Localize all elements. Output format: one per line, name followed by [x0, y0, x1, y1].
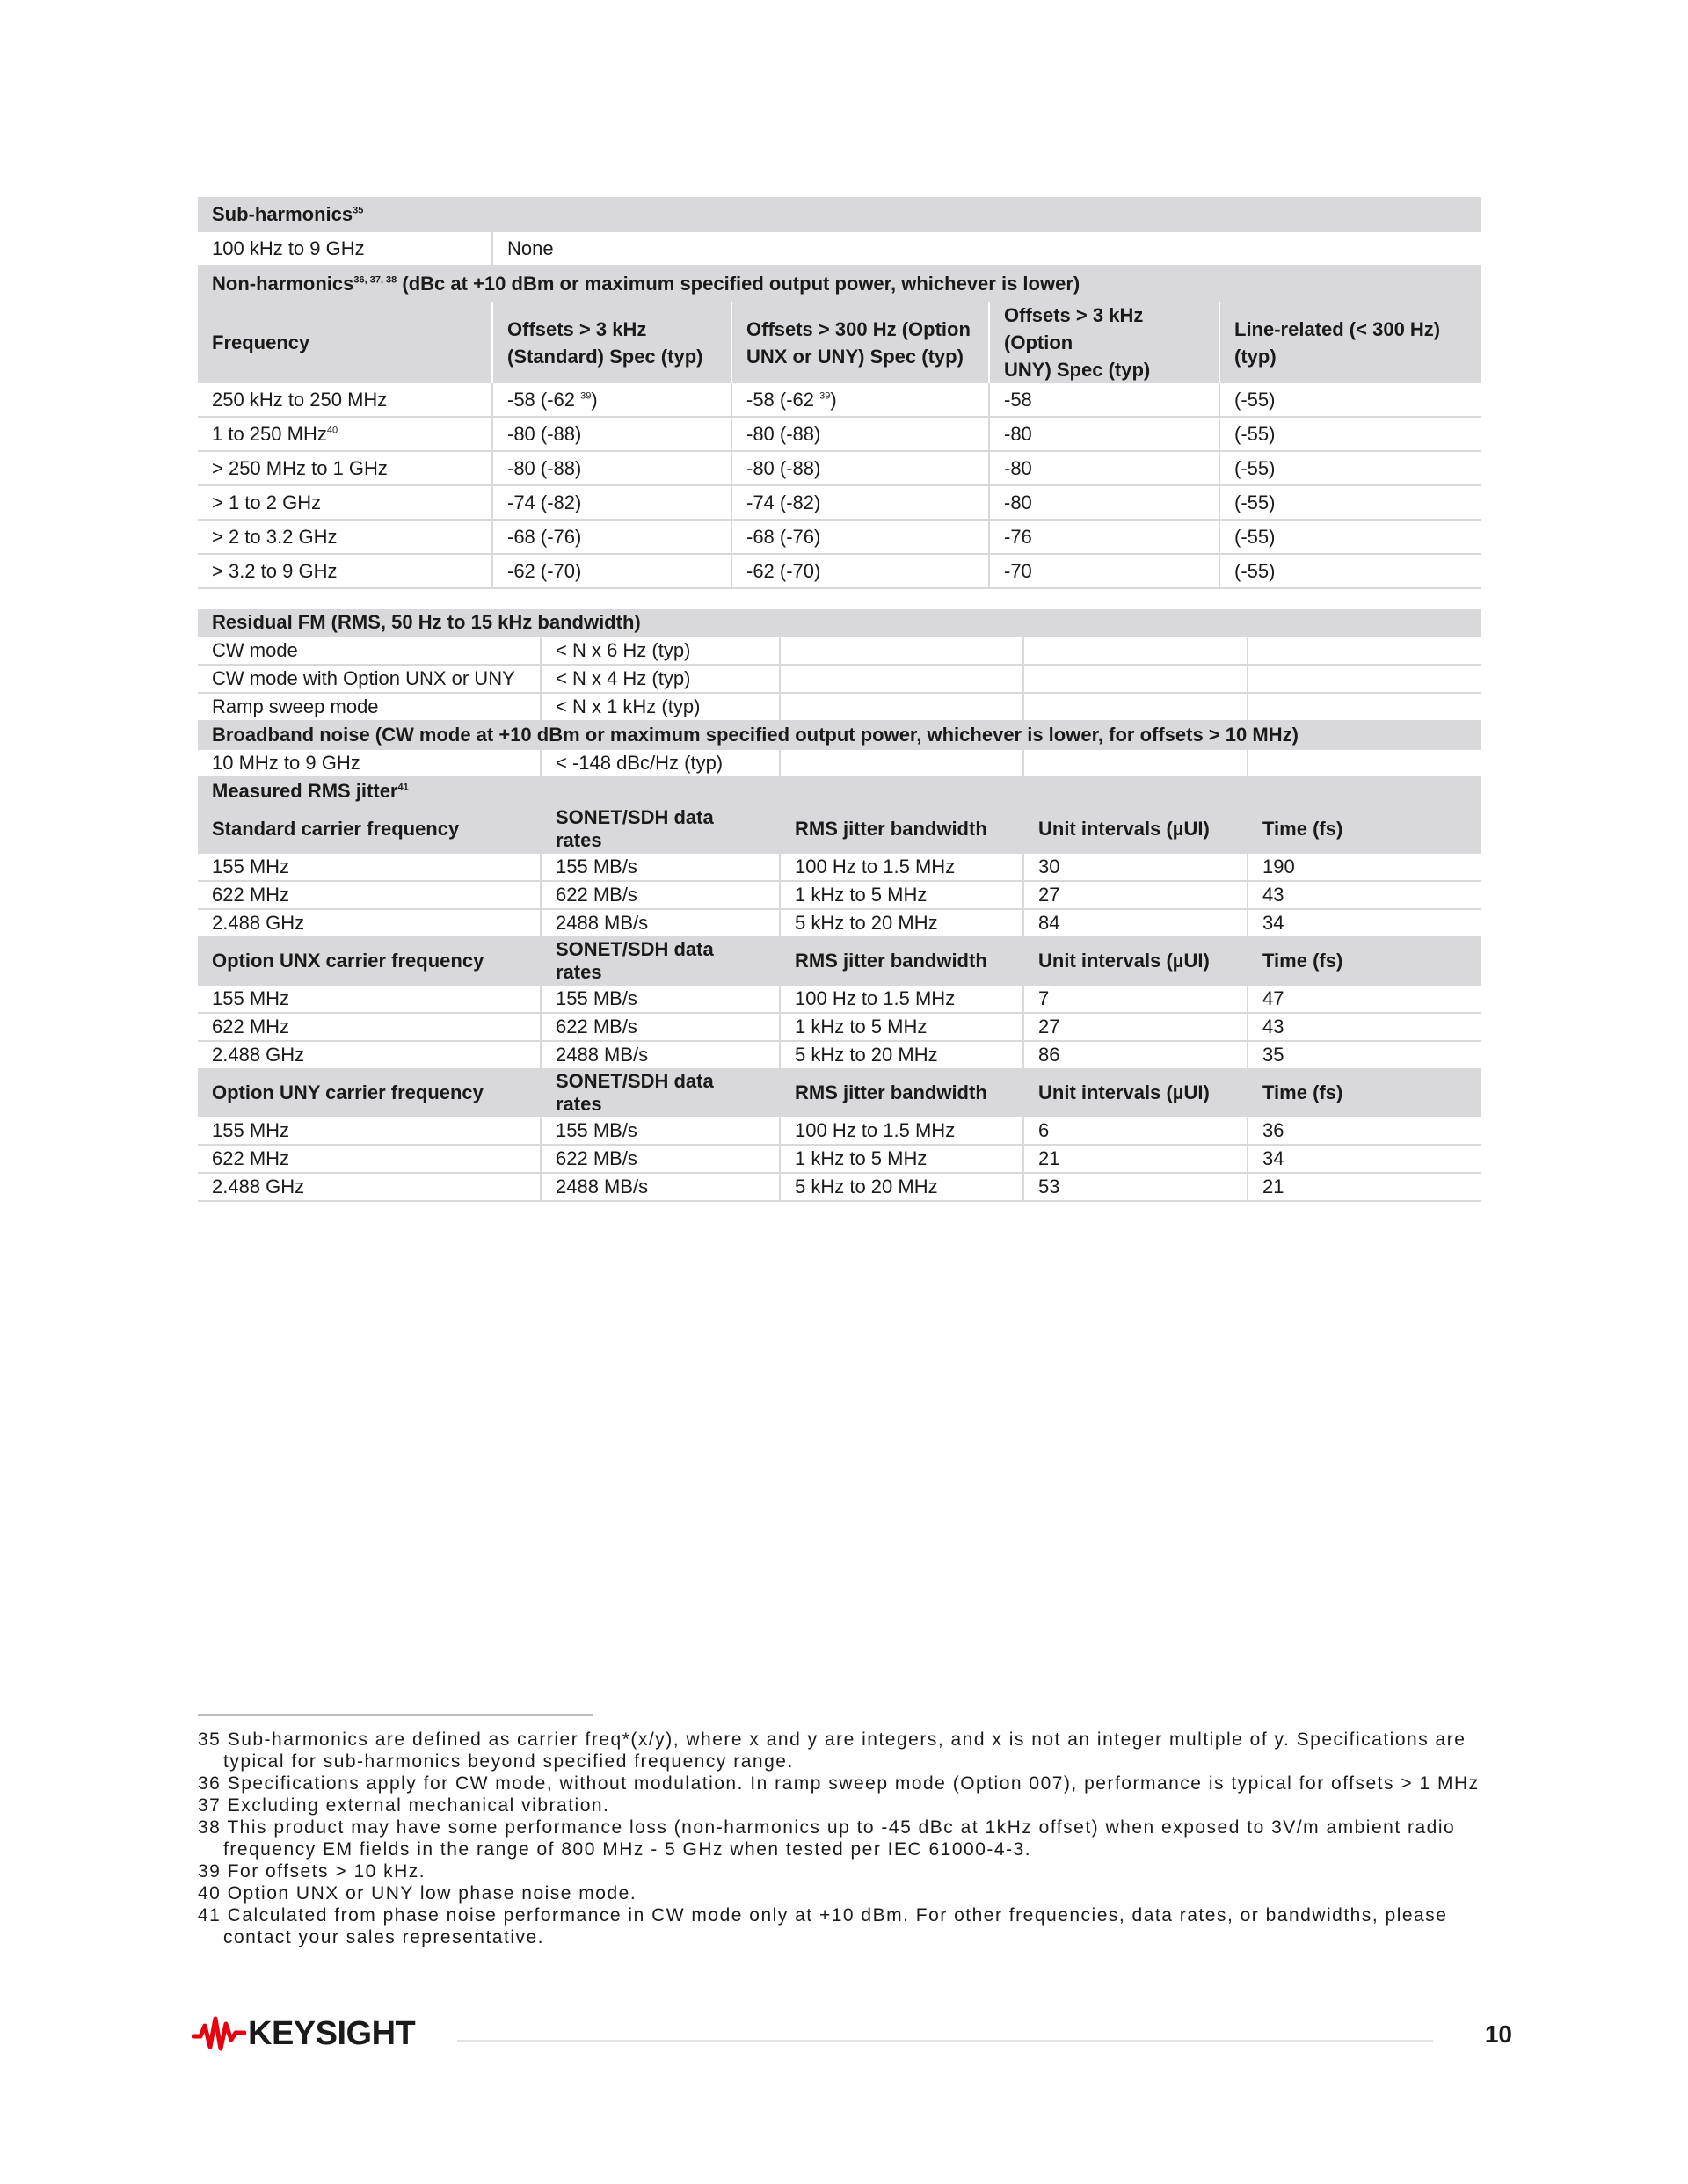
- cell-empty: [1248, 637, 1481, 665]
- cell-frequency: > 3.2 to 9 GHz: [198, 554, 492, 588]
- table-row: [198, 417, 1481, 451]
- cell-line-related: (-55): [1219, 383, 1481, 417]
- keysight-wave-icon: [192, 2013, 246, 2054]
- cell-standard: -74 (-82): [492, 485, 731, 520]
- footnotes: [198, 1729, 1490, 1948]
- col-header-time: Time (fs): [1248, 937, 1481, 985]
- cell-uny: -80: [989, 485, 1219, 520]
- cell-empty: [780, 665, 1023, 693]
- table-row: [198, 985, 1481, 1013]
- cell-unx-uny: -80 (-88): [731, 417, 989, 451]
- group-label: Option UNX carrier frequency: [198, 937, 541, 985]
- cell-text: 250 kHz to 250 MHz: [212, 388, 388, 411]
- col-header-time: Time (fs): [1248, 1069, 1481, 1117]
- non-harmonics-header: [198, 266, 1481, 302]
- footnote-35: 35 Sub-harmonics are defined as carrier freq*(x/y), where x and y are integers, and x is not an integer multiple of y. Specifications are typical for sub-harmonics beyond specified frequency range.: [198, 1729, 1466, 1772]
- table-row: [198, 637, 1481, 665]
- cell-rate: 2488 MB/s: [541, 1041, 780, 1069]
- cell-bandwidth: 100 Hz to 1.5 MHz: [780, 985, 1023, 1013]
- col-header-ui: Unit intervals (µUI): [1023, 1069, 1248, 1117]
- col-header-unx-uny: [731, 302, 989, 383]
- col-header-frequency: Frequency: [198, 302, 492, 383]
- non-harmonics-title: Non-harmonics: [212, 273, 354, 295]
- residual-fm-jitter-table: [198, 609, 1481, 1202]
- col-header-time: Time (fs): [1248, 805, 1481, 853]
- table-row: [198, 451, 1481, 485]
- cell-standard: -62 (-70): [492, 554, 731, 588]
- cell-rate: 622 MB/s: [541, 881, 780, 909]
- header-line: Offsets > 300 Hz (Option: [746, 317, 971, 340]
- cell-carrier: 622 MHz: [198, 1013, 541, 1041]
- jitter-group-header: [198, 1069, 1481, 1117]
- table-row: [198, 1145, 1481, 1173]
- jitter-group-header: [198, 805, 1481, 853]
- cell-ui: 6: [1023, 1117, 1248, 1145]
- non-harmonics-subtitle: (dBc at +10 dBm or maximum specified output power, whichever is lower): [397, 273, 1080, 295]
- col-header-standard: [492, 302, 731, 383]
- cell-line-related: (-55): [1219, 554, 1481, 588]
- sub-harmonics-range: 100 kHz to 9 GHz: [198, 232, 492, 266]
- cell-text: ): [830, 388, 837, 411]
- cell-text: -58 (-62: [746, 388, 815, 411]
- jitter-group-header: [198, 937, 1481, 985]
- table-row: [198, 665, 1481, 693]
- cell-mode: CW mode: [198, 637, 541, 665]
- cell-ui: 86: [1023, 1041, 1248, 1069]
- non-harmonics-table: [198, 197, 1481, 589]
- cell-unx-uny: -74 (-82): [731, 485, 989, 520]
- cell-carrier: 155 MHz: [198, 1117, 541, 1145]
- cell-value: < N x 4 Hz (typ): [541, 665, 780, 693]
- cell-rate: 622 MB/s: [541, 1013, 780, 1041]
- footnote-36: 36 Specifications apply for CW mode, without modulation. In ramp sweep mode (Option 007), performance is typical for offsets > 1 MHz: [198, 1773, 1480, 1794]
- table-row: [198, 383, 1481, 417]
- cell-value: < N x 6 Hz (typ): [541, 637, 780, 665]
- cell-line-related: (-55): [1219, 417, 1481, 451]
- cell-standard: [492, 383, 731, 417]
- footnote-40: 40 Option UNX or UNY low phase noise mode.: [198, 1883, 637, 1904]
- footnote-ref: 35: [353, 205, 364, 216]
- rms-jitter-title: Measured RMS jitter: [212, 780, 398, 802]
- cell-ui: 21: [1023, 1145, 1248, 1173]
- cell-carrier: 2.488 GHz: [198, 909, 541, 937]
- cell-bandwidth: 5 kHz to 20 MHz: [780, 1041, 1023, 1069]
- cell-time: 34: [1248, 1145, 1481, 1173]
- cell-carrier: 622 MHz: [198, 1145, 541, 1173]
- footnote-38: 38 This product may have some performance loss (non-harmonics up to -45 dBc at 1kHz offset) when exposed to 3V/m ambient radio frequency EM fields in the range of 800 MHz - 5 GHz when tested per IEC 61000-4-3.: [198, 1817, 1456, 1860]
- header-line: UNY) Spec (typ): [1004, 359, 1151, 381]
- cell-uny: -76: [989, 520, 1219, 554]
- cell-bandwidth: 100 Hz to 1.5 MHz: [780, 853, 1023, 881]
- cell-carrier: 2.488 GHz: [198, 1041, 541, 1069]
- col-header-rates: SONET/SDH data rates: [541, 805, 780, 853]
- table-row: [198, 1173, 1481, 1201]
- cell-text: 1 to 250 MHz: [212, 422, 327, 445]
- cell-rate: 622 MB/s: [541, 1145, 780, 1173]
- cell-standard: -68 (-76): [492, 520, 731, 554]
- col-header-ui: Unit intervals (µUI): [1023, 805, 1248, 853]
- cell-uny: -80: [989, 451, 1219, 485]
- cell-rate: 155 MB/s: [541, 1117, 780, 1145]
- table-row: [198, 554, 1481, 588]
- cell-ui: 30: [1023, 853, 1248, 881]
- col-header-bandwidth: RMS jitter bandwidth: [780, 1069, 1023, 1117]
- header-line: (typ): [1234, 345, 1277, 368]
- cell-mode: Ramp sweep mode: [198, 693, 541, 721]
- cell-empty: [1023, 693, 1248, 721]
- col-header-bandwidth: RMS jitter bandwidth: [780, 937, 1023, 985]
- page-number: 10: [1484, 2020, 1512, 2048]
- broadband-noise-title: Broadband noise (CW mode at +10 dBm or maximum specified output power, whichever is lower, for offsets > 10 MHz): [198, 721, 1481, 749]
- sub-harmonics-header: [198, 197, 1481, 232]
- table-row: [198, 1117, 1481, 1145]
- cell-time: 34: [1248, 909, 1481, 937]
- cell-unx-uny: -68 (-76): [731, 520, 989, 554]
- cell-rate: 2488 MB/s: [541, 1173, 780, 1201]
- cell-mode: CW mode with Option UNX or UNY: [198, 665, 541, 693]
- column-header-row: [198, 302, 1481, 383]
- cell-bandwidth: 1 kHz to 5 MHz: [780, 1013, 1023, 1041]
- cell-carrier: 622 MHz: [198, 881, 541, 909]
- cell-empty: [1248, 665, 1481, 693]
- header-line: UNX or UNY) Spec (typ): [746, 345, 964, 368]
- cell-carrier: 155 MHz: [198, 853, 541, 881]
- col-header-rates: SONET/SDH data rates: [541, 937, 780, 985]
- cell-uny: -58: [989, 383, 1219, 417]
- footnote-ref: 41: [397, 782, 409, 793]
- cell-frequency: > 1 to 2 GHz: [198, 485, 492, 520]
- cell-carrier: 2.488 GHz: [198, 1173, 541, 1201]
- table-row: [198, 853, 1481, 881]
- footnote-37: 37 Excluding external mechanical vibration.: [198, 1795, 610, 1816]
- group-label: Option UNY carrier frequency: [198, 1069, 541, 1117]
- broadband-noise-header: [198, 721, 1481, 749]
- cell-range: 10 MHz to 9 GHz: [198, 749, 541, 777]
- cell-empty: [1248, 693, 1481, 721]
- cell-unx-uny: -62 (-70): [731, 554, 989, 588]
- footnote-ref: 40: [326, 425, 338, 436]
- cell-time: 190: [1248, 853, 1481, 881]
- footnote-39: 39 For offsets > 10 kHz.: [198, 1861, 426, 1882]
- cell-empty: [780, 749, 1023, 777]
- footnote-ref: 36, 37, 38: [353, 274, 397, 286]
- cell-empty: [1248, 749, 1481, 777]
- table-row: [198, 485, 1481, 520]
- cell-time: 21: [1248, 1173, 1481, 1201]
- cell-value: < N x 1 kHz (typ): [541, 693, 780, 721]
- cell-time: 43: [1248, 881, 1481, 909]
- residual-fm-header: [198, 609, 1481, 637]
- cell-unx-uny: [731, 383, 989, 417]
- cell-text: -58 (-62: [507, 388, 576, 411]
- cell-empty: [1023, 637, 1248, 665]
- footnote-ref: 39: [580, 390, 592, 402]
- sub-harmonics-value: None: [492, 232, 1481, 266]
- cell-bandwidth: 5 kHz to 20 MHz: [780, 1173, 1023, 1201]
- header-line: (Standard) Spec (typ): [507, 345, 703, 368]
- footnote-divider: [198, 1714, 593, 1716]
- table-row: [198, 749, 1481, 777]
- cell-time: 47: [1248, 985, 1481, 1013]
- cell-uny: -70: [989, 554, 1219, 588]
- header-line: Offsets > 3 kHz: [507, 317, 647, 340]
- cell-ui: 84: [1023, 909, 1248, 937]
- cell-ui: 27: [1023, 1013, 1248, 1041]
- cell-bandwidth: 1 kHz to 5 MHz: [780, 881, 1023, 909]
- table-row: [198, 232, 1481, 266]
- table-row: [198, 1013, 1481, 1041]
- cell-frequency: > 250 MHz to 1 GHz: [198, 451, 492, 485]
- header-line: Line-related (< 300 Hz): [1234, 317, 1441, 340]
- cell-empty: [1023, 665, 1248, 693]
- col-header-ui: Unit intervals (µUI): [1023, 937, 1248, 985]
- cell-ui: 53: [1023, 1173, 1248, 1201]
- cell-uny: -80: [989, 417, 1219, 451]
- group-label: Standard carrier frequency: [198, 805, 541, 853]
- table-row: [198, 909, 1481, 937]
- table-row: [198, 1041, 1481, 1069]
- cell-bandwidth: 100 Hz to 1.5 MHz: [780, 1117, 1023, 1145]
- footnote-41: 41 Calculated from phase noise performance in CW mode only at +10 dBm. For other frequencies, data rates, or bandwidths, please contact your sales representative.: [198, 1905, 1448, 1947]
- cell-standard: -80 (-88): [492, 451, 731, 485]
- cell-bandwidth: 1 kHz to 5 MHz: [780, 1145, 1023, 1173]
- cell-text: ): [591, 388, 598, 411]
- cell-empty: [1023, 749, 1248, 777]
- header-line: Offsets > 3 kHz (Option: [1004, 304, 1144, 353]
- cell-standard: -80 (-88): [492, 417, 731, 451]
- cell-value: < -148 dBc/Hz (typ): [541, 749, 780, 777]
- col-header-bandwidth: RMS jitter bandwidth: [780, 805, 1023, 853]
- cell-time: 35: [1248, 1041, 1481, 1069]
- footer-divider: [457, 2040, 1433, 2042]
- col-header-rates: SONET/SDH data rates: [541, 1069, 780, 1117]
- cell-time: 36: [1248, 1117, 1481, 1145]
- cell-line-related: (-55): [1219, 520, 1481, 554]
- brand-name: KEYSIGHT: [248, 2014, 416, 2052]
- rms-jitter-header: [198, 777, 1481, 805]
- keysight-logo: [192, 2013, 415, 2054]
- cell-bandwidth: 5 kHz to 20 MHz: [780, 909, 1023, 937]
- sub-harmonics-title: Sub-harmonics: [212, 203, 353, 225]
- cell-rate: 155 MB/s: [541, 853, 780, 881]
- cell-frequency: [198, 383, 492, 417]
- table-row: [198, 881, 1481, 909]
- table-row: [198, 520, 1481, 554]
- col-header-line-related: [1219, 302, 1481, 383]
- residual-fm-title: Residual FM (RMS, 50 Hz to 15 kHz bandwidth): [198, 609, 1481, 637]
- cell-time: 43: [1248, 1013, 1481, 1041]
- cell-line-related: (-55): [1219, 451, 1481, 485]
- cell-line-related: (-55): [1219, 485, 1481, 520]
- cell-ui: 27: [1023, 881, 1248, 909]
- footnote-ref: 39: [819, 390, 831, 402]
- cell-frequency: > 2 to 3.2 GHz: [198, 520, 492, 554]
- cell-frequency: [198, 417, 492, 451]
- cell-rate: 155 MB/s: [541, 985, 780, 1013]
- cell-ui: 7: [1023, 985, 1248, 1013]
- col-header-uny: [989, 302, 1219, 383]
- table-row: [198, 693, 1481, 721]
- cell-unx-uny: -80 (-88): [731, 451, 989, 485]
- cell-rate: 2488 MB/s: [541, 909, 780, 937]
- cell-empty: [780, 637, 1023, 665]
- cell-empty: [780, 693, 1023, 721]
- cell-carrier: 155 MHz: [198, 985, 541, 1013]
